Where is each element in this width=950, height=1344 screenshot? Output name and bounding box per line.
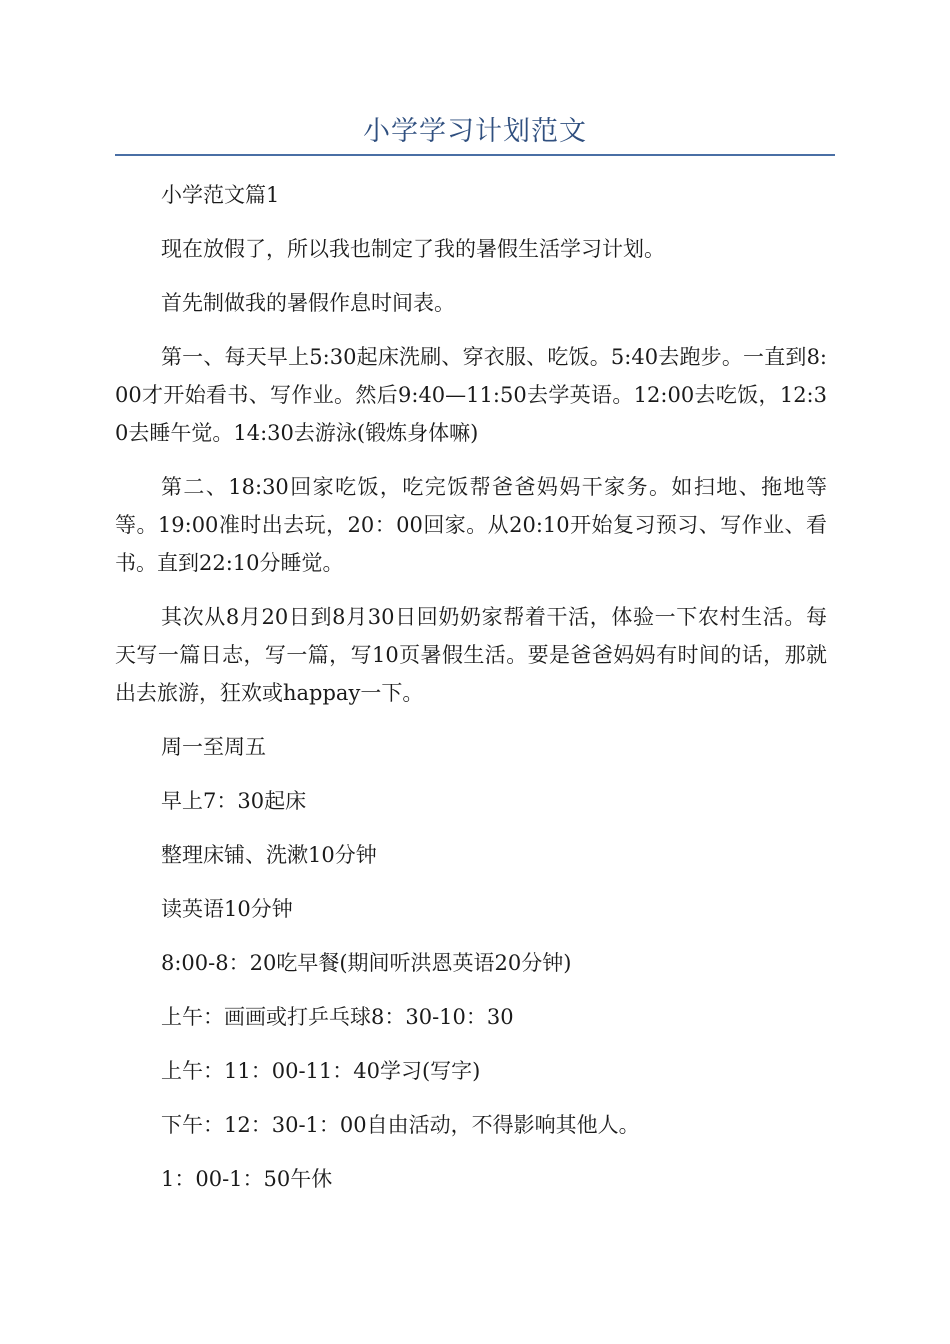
schedule-line: 上午：画画或打乒乓球8：30-10：30 <box>161 1005 514 1029</box>
document-body <box>115 176 827 1214</box>
schedule-line: 8:00-8：20吃早餐(期间听洪恩英语20分钟) <box>161 951 572 975</box>
document-title: 小学学习计划范文 <box>363 116 587 147</box>
paragraph: 现在放假了，所以我也制定了我的暑假生活学习计划。 <box>161 237 665 261</box>
paragraph: 其次从8月20日到8月30日回奶奶家帮着干活，体验一下农村生活。每天写一篇日志，写一篇，写10页暑假生活。要是爸爸妈妈有时间的话，那就出去旅游，狂欢或happay一下。 <box>115 605 827 705</box>
schedule-line: 下午：12：30-1：00自由活动，不得影响其他人。 <box>161 1113 640 1137</box>
schedule-line: 周一至周五 <box>161 735 266 759</box>
schedule-line: 读英语10分钟 <box>161 897 293 921</box>
schedule-line: 上午：11：00-11：40学习(写字) <box>161 1059 481 1083</box>
schedule-line: 1：00-1：50午休 <box>161 1167 333 1191</box>
schedule-line: 整理床铺、洗漱10分钟 <box>161 843 377 867</box>
schedule-line: 早上7：30起床 <box>161 789 307 813</box>
title-underline <box>115 154 835 156</box>
paragraph: 第二、18:30回家吃饭，吃完饭帮爸爸妈妈干家务。如扫地、拖地等等。19:00准时出去玩，20：00回家。从20:10开始复习预习、写作业、看书。直到22:10分睡觉。 <box>115 475 827 575</box>
paragraph: 首先制做我的暑假作息时间表。 <box>161 291 455 315</box>
paragraph: 第一、每天早上5:30起床洗刷、穿衣服、吃饭。5:40去跑步。一直到8:00才开始看书、写作业。然后9:40—11:50去学英语。12:00去吃饭，12:30去睡午觉。14:30去游泳(锻炼身体嘛) <box>115 345 827 445</box>
section-heading: 小学范文篇1 <box>161 183 280 207</box>
